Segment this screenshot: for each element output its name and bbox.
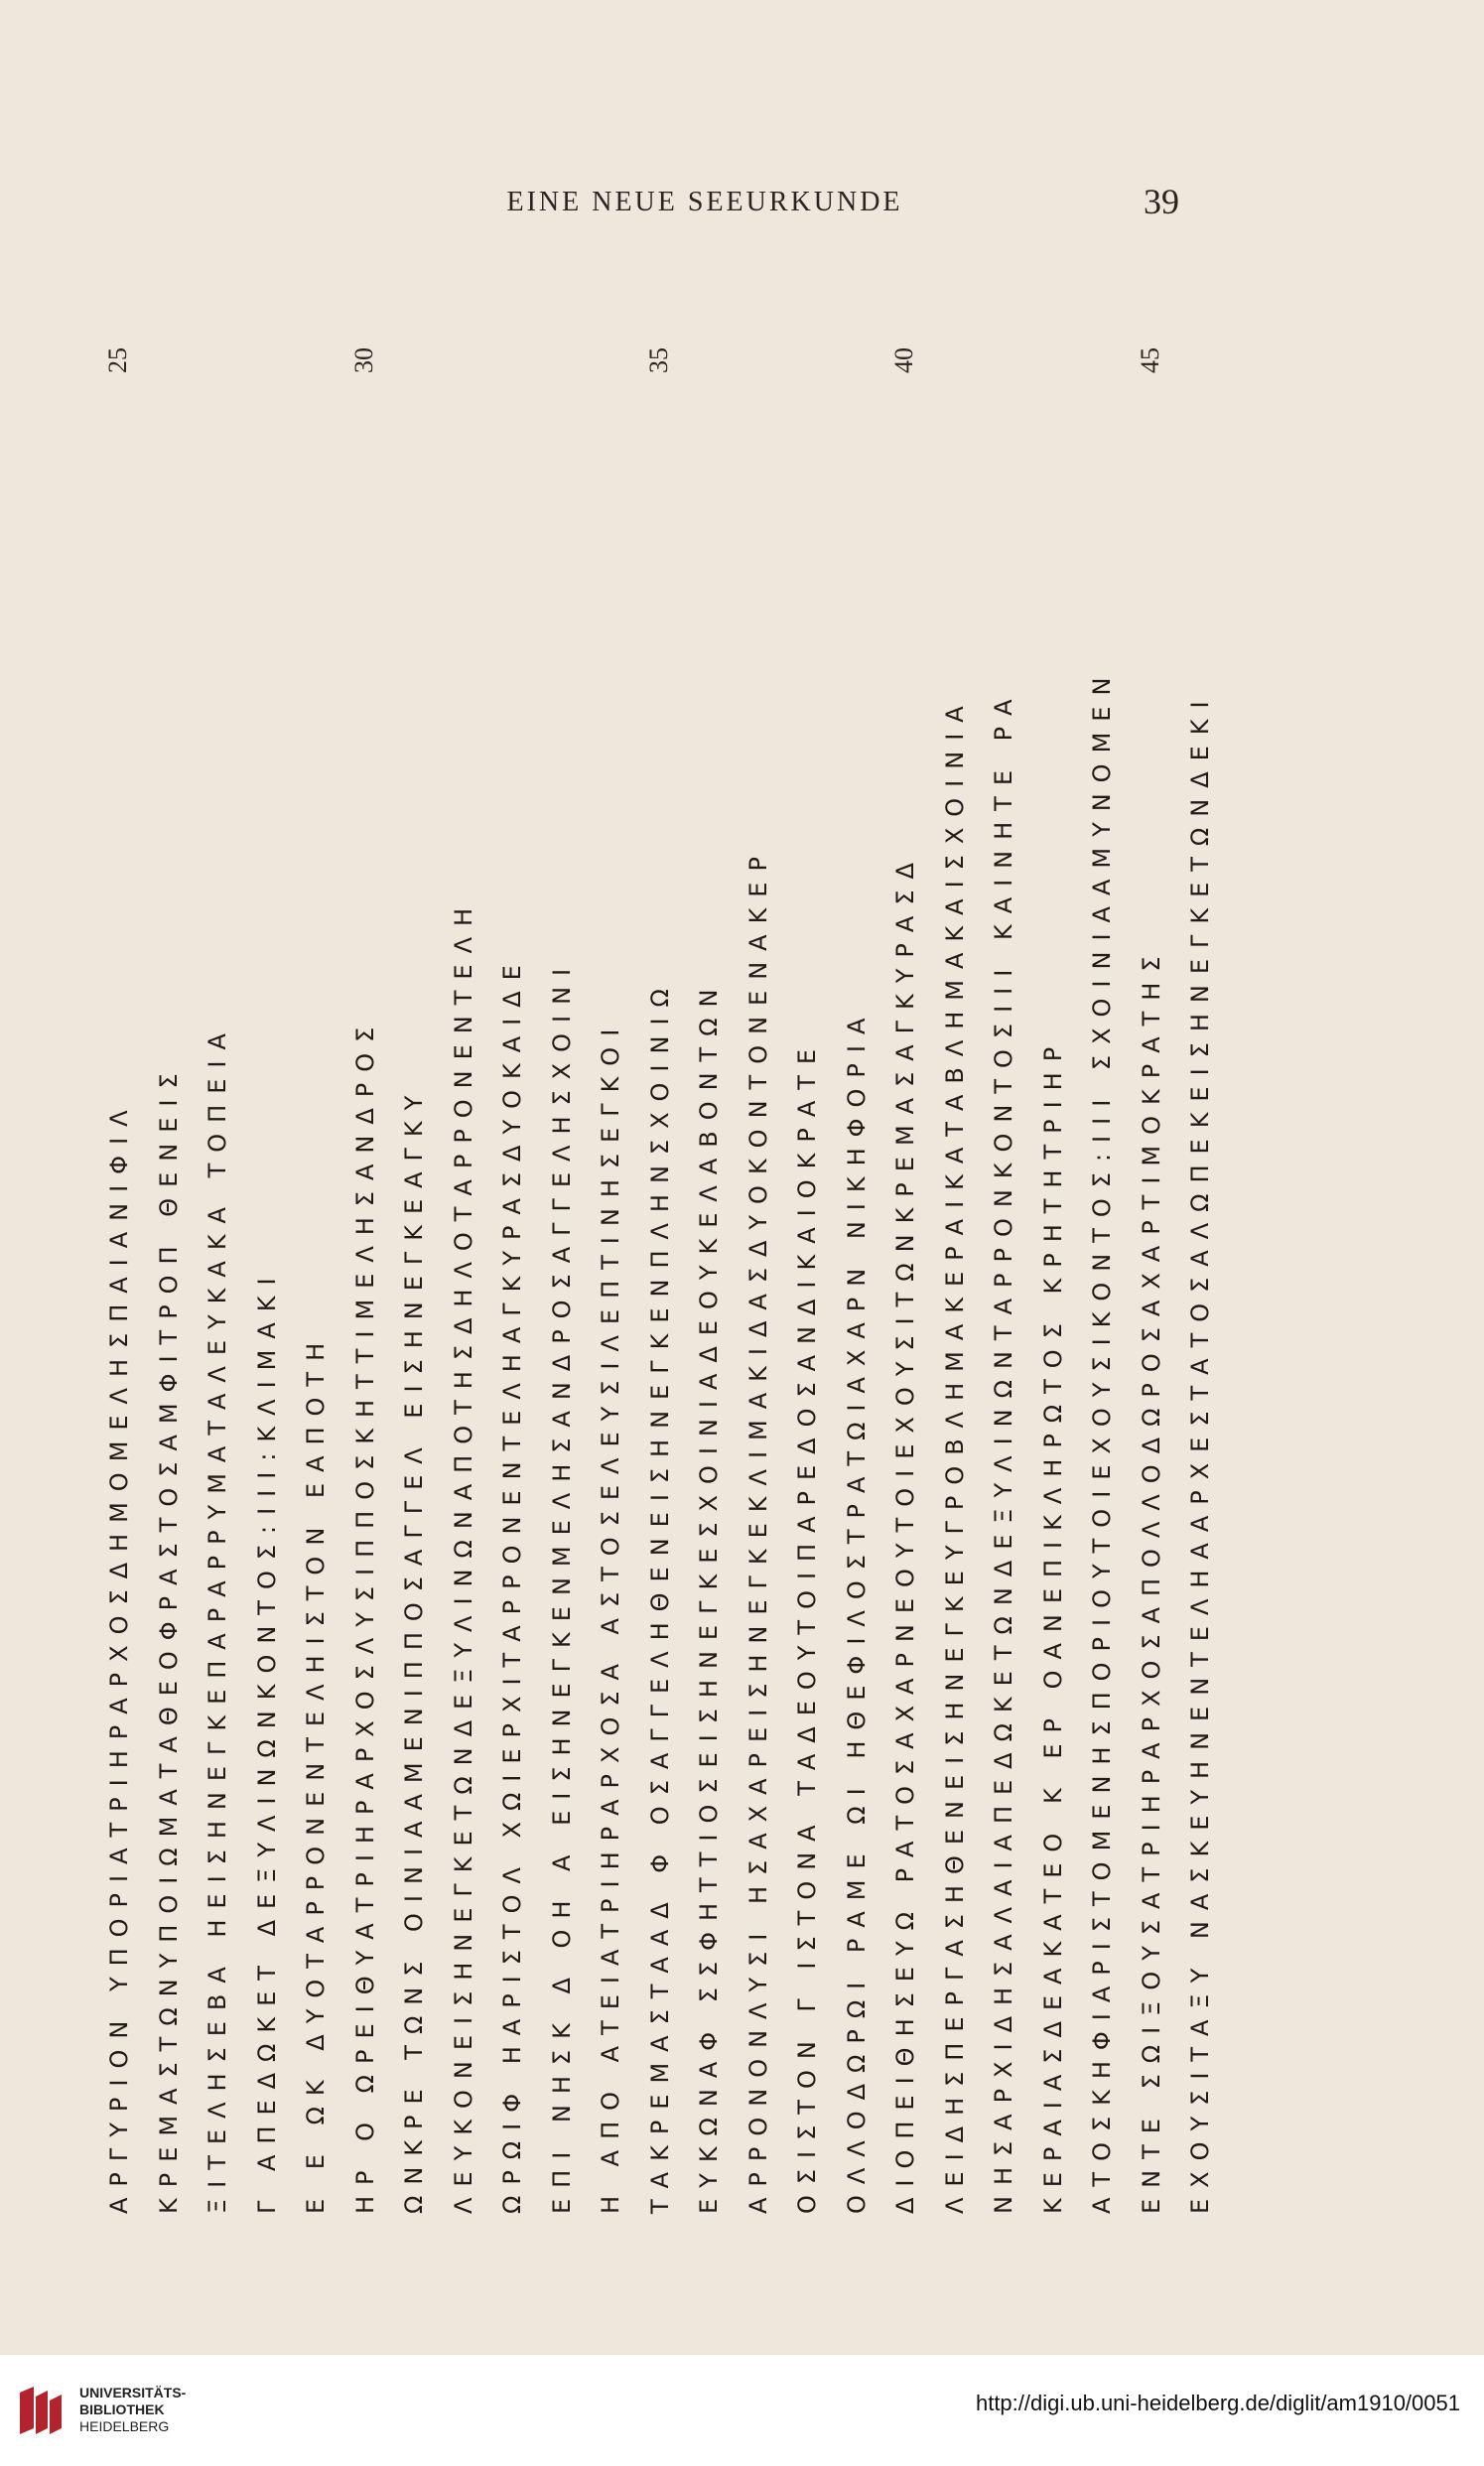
library-name-line-3: HEIDELBERG (79, 2418, 170, 2434)
inscription-line: ΛΕΙΔΗΣΠΕΡΓΑΣΗΘΕΝΕΙΣΗΝΕΓΚΕΥΓΡΟΒΛΗΜΑΚΕΡΑΙΚΑΤΑΒΛΗΜΑΚΑΙΣΧΟΙΝΙΑ (940, 695, 969, 2214)
inscription-line: ΑΤΟΣΚΗΦΙΑΡΙΣΤΟΜΕΝΗΣΠΟΡΙΟΥΤΟΙΕΧΟΥΣΙΚΟΝΤΟΣ:ΙΙΙ ΣΧΟΙΝΙΑΑΜΥΝΟΜΕΝ (1088, 666, 1116, 2214)
inscription-line: ΩΡΩΙΦ ΗΑΡΙΣΤΟΛ ΧΩΙΕΡΧΙΤΑΡΡΟΝΕΝΤΕΛΗΑΓΚΥΡΑΣΔΥΟΚΑΙΔΕ (498, 954, 526, 2214)
inscription-line: Γ ΑΠΕΔΩΚΕΤ ΔΕΞΥΛΙΝΩΝΚΟΝΤΟΣ:ΙΙΙ:ΚΛΙΜΑΚΙ (252, 1267, 281, 2214)
inscription-line: ΚΡΕΜΑΣΤΩΝΥΠΟΙΩΜΑΤΑΘΕΟΦΡΑΣΤΟΣΑΜΦΙΤΡΟΠ ΘΕΝΕΙΣ (154, 1062, 183, 2214)
inscription-line: ΕΠΙ ΝΗΣΚ Δ ΟΗ Α ΕΙΣΗΝΕΓΚΕΝΜΕΛΗΣΑΝΔΡΟΣΑΓΓΕΛΗΣΧΟΙΝΙ (547, 957, 576, 2214)
inscription-line: Ε Ε ΩΚ ΔΥΟΤΑΡΡΟΝΕΝΤΕΛΗΙΣΤΟΝ ΕΑΠΟΤΗ (302, 1331, 330, 2214)
inscription-line: ΟΛΛΟΔΩΡΩΙ ΡΑΜΕ ΩΙ ΗΘΕΦΙΛΟΣΤΡΑΤΩΙΑΧΑΡΝ ΝΙΚΗΦΟΡΙΑ (842, 1007, 871, 2214)
line-number-label: 30 (348, 347, 378, 373)
line-number-label: 35 (643, 347, 673, 373)
inscription-text (99, 347, 1241, 2214)
library-name-line-1: UNIVERSITÄTS- (79, 2385, 187, 2400)
footer-bar (0, 2355, 1484, 2466)
inscription-line: ΝΗΣΑΡΧΙΔΗΣΑΛΑΙΑΠΕΔΩΚΕΤΩΝΔΕΞΥΛΙΝΩΝΤΑΡΡΟΝΚΟΝΤΟΣΙΙΙ ΚΑΙΝΗΤΕ ΡΑ (990, 688, 1017, 2214)
inscription-line: ΤΑΚΡΕΜΑΣΤΑΑΔ Φ ΟΣΑΓΓΕΛΗΘΕΝΕΙΣΗΝΕΓΚΕΝΠΛΗΝΣΧΟΙΝΙΩ (645, 978, 674, 2214)
inscription-line: ΞΙΤΕΛΗΣΕΒΑ ΗΕΙΣΗΝΕΓΚΕΠΑΡΑΡΡΥΜΑΤΑΛΕΥΚΑΚΑ ΤΟΠΕΙΑ (203, 1023, 231, 2214)
inscription-line: ΗΡ Ο ΩΡΕΙΘΥΑΤΡΙΗΡΑΡΧΟΣΛΥΣΙΠΠΟΣΚΗΤΤΙΜΕΛΗΣΑΝΔΡΟΣ (350, 1016, 379, 2214)
running-title: EINE NEUE SEEURKUNDE (506, 187, 903, 217)
inscription-line: ΑΡΡΟΝΟΝΛΥΣΙ ΗΣΑΧΑΡΕΙΣΗΝΕΓΚΕΚΛΙΜΑΚΙΔΑΣΔΥΟΚΟΝΤΟΝΕΝΑΚΕΡ (743, 846, 772, 2214)
inscription-line: ΔΙΟΠΕΙΘΗΣΕΥΩ ΡΑΤΟΣΑΧΑΡΝΕΟΥΤΟΙΕΧΟΥΣΙΤΩΝΚΡΕΜΑΣΑΓΚΥΡΑΣΔ (891, 852, 919, 2214)
inscription-line: ΑΡΓΥΡΙΟΝ ΥΠΟΡΙΑΤΡΙΗΡΑΡΧΟΣΔΗΜΟΜΕΛΗΣΠΑΙΑΝΙΦΙΛ (105, 1099, 133, 2214)
inscription-line: Η ΑΠΟ ΑΤΕΙΑΤΡΙΗΡΑΡΧΟΣΑ ΑΣΤΟΣΕΛΕΥΣΙΛΕΠΤΙΝΗΣΕΓΚΟΙ (597, 1018, 624, 2214)
line-number-label: 45 (1135, 347, 1164, 373)
inscription-line: ΛΕΥΚΟΝΕΙΣΗΝΕΓΚΕΤΩΝΔΕΞΥΛΙΝΩΝΑΠΟΤΗΣΔΗΛΟΤΑΡΡΟΝΕΝΤΕΛΗ (449, 896, 477, 2214)
line-number-label: 40 (889, 347, 918, 373)
library-name (79, 2385, 186, 2435)
library-logo-icon (14, 2383, 69, 2442)
inscription-line: ΟΣΙΣΤΟΝ Γ ΙΣΤΟΝΑ ΤΑΔΕΟΥΤΟΙΠΑΡΕΔΟΣΑΝΔΙΚΑΙΟΚΡΑΤΕ (793, 1037, 821, 2214)
inscription-line: ΕΧΟΥΣΙΤΑΞΥ ΝΑΣΚΕΥΗΝΕΝΤΕΛΗΑΑΡΧΕΣΤΑΤΟΣΑΛΩΠΕΚΕΙΣΗΝΕΓΚΕΤΩΝΔΕΚΙ (1186, 690, 1214, 2214)
inscription-line: ΩΝΚΡΕ ΤΩΝΣ ΟΙΝΙΑΑΜΕΝΙΠΠΟΣΑΓΓΕΛ ΕΙΣΗΝΕΓΚΕΑΓΚΥ (400, 1084, 428, 2214)
page-number: 39 (1144, 182, 1179, 221)
inscription-line: ΕΥΚΩΝΑΦ ΣΣΦΗΤΤΙΟΣΕΙΣΗΝΕΓΚΕΣΧΟΙΝΙΑΔΕΟΥΚΕΛΑΒΟΝΤΩΝ (695, 978, 723, 2214)
library-name-line-2: BIBLIOTHEK (79, 2401, 165, 2417)
inscription-line: ΚΕΡΑΙΑΣΔΕΑΚΑΤΕΟ Κ ΕΡ ΟΑΝΕΠΙΚΛΗΡΩΤΟΣ ΚΡΗΤΗΤΡΙΗΡ (1038, 1035, 1067, 2214)
line-number-label: 25 (103, 347, 132, 373)
source-url-link[interactable]: http://digi.ub.uni-heidelberg.de/diglit/am1910/0051 (975, 2391, 1460, 2415)
inscription-line: ΕΝΤΕ ΣΩΙΞΟΥΣΑΤΡΙΗΡΑΡΧΟΣΑΠΟΛΛΟΔΩΡΟΣΑΧΑΡΤΙΜΟΚΡΑΤΗΣ (1137, 945, 1165, 2214)
